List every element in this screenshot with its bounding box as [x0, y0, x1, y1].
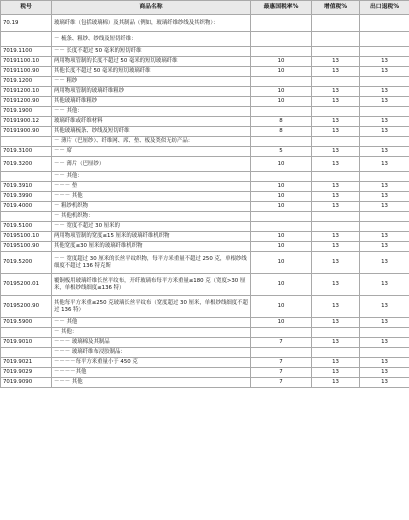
tariff-code: [1, 212, 52, 222]
table-row: [1, 348, 409, 358]
table-row: [1, 242, 409, 252]
tariff-body: [1, 15, 409, 388]
vat-rate: 13: [312, 296, 360, 318]
product-description: －－ 宽度不超过 30 厘米的: [52, 222, 251, 232]
product-description: －－－ 玻璃纤维布浸胶制品：: [52, 348, 251, 358]
vat-rate: 13: [312, 232, 360, 242]
table-row: [1, 67, 409, 77]
product-description: －－－ 玻璃棉及其制品: [52, 338, 251, 348]
export-rebate: [360, 328, 409, 338]
tariff-code: 7019.5900: [1, 318, 52, 328]
mfn-rate: 8: [251, 127, 312, 137]
mfn-rate: 10: [251, 296, 312, 318]
export-rebate: [360, 137, 409, 147]
export-rebate: 13: [360, 192, 409, 202]
export-rebate: [360, 212, 409, 222]
tariff-code: [1, 32, 52, 47]
export-rebate: [360, 172, 409, 182]
tariff-code: 70.19: [1, 15, 52, 32]
tariff-code: 7019.5100: [1, 222, 52, 232]
tariff-code: 70191200.90: [1, 97, 52, 107]
export-rebate: [360, 77, 409, 87]
vat-rate: [312, 15, 360, 32]
mfn-rate: 10: [251, 182, 312, 192]
export-rebate: [360, 47, 409, 57]
table-row: [1, 87, 409, 97]
export-rebate: [360, 348, 409, 358]
tariff-code: 70191100.90: [1, 67, 52, 77]
tariff-code: 7019.1100: [1, 47, 52, 57]
tariff-code: 7019.5200: [1, 252, 52, 274]
table-row: [1, 117, 409, 127]
mfn-rate: 10: [251, 157, 312, 172]
export-rebate: 13: [360, 232, 409, 242]
vat-rate: 13: [312, 318, 360, 328]
table-row: [1, 137, 409, 147]
table-row: [1, 378, 409, 388]
column-header-export-rebate: 出口退税%: [360, 1, 409, 15]
column-header-mfn-rate: 最惠国税率%: [251, 1, 312, 15]
table-row: [1, 222, 409, 232]
export-rebate: 13: [360, 252, 409, 274]
tariff-code: 7019.1200: [1, 77, 52, 87]
product-description: － 梳条、粗纱、纱线及短切纤维：: [52, 32, 251, 47]
table-row: [1, 32, 409, 47]
mfn-rate: 10: [251, 97, 312, 107]
export-rebate: 13: [360, 57, 409, 67]
vat-rate: 13: [312, 252, 360, 274]
table-row: [1, 182, 409, 192]
mfn-rate: 7: [251, 378, 312, 388]
table-row: [1, 57, 409, 67]
mfn-rate: 10: [251, 192, 312, 202]
product-description: 两用物项管制的宽度≤15 厘米的玻璃纤维机织物: [52, 232, 251, 242]
export-rebate: [360, 107, 409, 117]
export-rebate: 13: [360, 274, 409, 296]
vat-rate: [312, 137, 360, 147]
mfn-rate: 7: [251, 358, 312, 368]
vat-rate: 13: [312, 67, 360, 77]
vat-rate: [312, 107, 360, 117]
table-row: [1, 107, 409, 117]
product-description: －－ 长度不超过 50 毫米的短切纤维: [52, 47, 251, 57]
vat-rate: 13: [312, 274, 360, 296]
mfn-rate: 10: [251, 242, 312, 252]
vat-rate: [312, 222, 360, 232]
table-row: [1, 212, 409, 222]
table-row: [1, 127, 409, 137]
table-row: [1, 368, 409, 378]
product-description: － 其他机织物：: [52, 212, 251, 222]
export-rebate: 13: [360, 97, 409, 107]
tariff-code: 7019.9029: [1, 368, 52, 378]
vat-rate: [312, 172, 360, 182]
table-row: [1, 157, 409, 172]
export-rebate: 13: [360, 296, 409, 318]
mfn-rate: [251, 172, 312, 182]
product-description: －－ 薄片（巴厘纱）: [52, 157, 251, 172]
tariff-code: 7019.3200: [1, 157, 52, 172]
product-description: － 薄片（巴厘纱）、纤维网、席、垫、板及类似无纺产品：: [52, 137, 251, 147]
vat-rate: 13: [312, 117, 360, 127]
product-description: 覆铜板用玻璃纤维长丝平纹布，开纤玻璃布每平方米重量≤180 克（宽度>30 厘米，单根纱线细度≤136 特）: [52, 274, 251, 296]
vat-rate: [312, 212, 360, 222]
table-row: [1, 15, 409, 32]
tariff-code: 70195100.10: [1, 232, 52, 242]
mfn-rate: [251, 222, 312, 232]
product-description: － 其他：: [52, 328, 251, 338]
vat-rate: 13: [312, 202, 360, 212]
mfn-rate: 7: [251, 368, 312, 378]
tariff-code: 7019.9021: [1, 358, 52, 368]
mfn-rate: 8: [251, 117, 312, 127]
column-header-code: 税号: [1, 1, 52, 15]
export-rebate: 13: [360, 338, 409, 348]
product-description: －－－ 垫: [52, 182, 251, 192]
table-row: [1, 328, 409, 338]
tariff-code: [1, 137, 52, 147]
product-description: 其他玻璃纤维粗纱: [52, 97, 251, 107]
tariff-code: 7019.9010: [1, 338, 52, 348]
vat-rate: [312, 32, 360, 47]
mfn-rate: [251, 328, 312, 338]
product-description: －－ 其他：: [52, 172, 251, 182]
table-row: [1, 47, 409, 57]
vat-rate: [312, 47, 360, 57]
vat-rate: 13: [312, 242, 360, 252]
table-row: [1, 147, 409, 157]
table-row: [1, 358, 409, 368]
vat-rate: 13: [312, 157, 360, 172]
mfn-rate: 10: [251, 318, 312, 328]
vat-rate: 13: [312, 127, 360, 137]
export-rebate: 13: [360, 182, 409, 192]
product-description: －－ 粗纱: [52, 77, 251, 87]
product-description: －－ 席: [52, 147, 251, 157]
vat-rate: [312, 328, 360, 338]
vat-rate: 13: [312, 358, 360, 368]
mfn-rate: [251, 137, 312, 147]
mfn-rate: 10: [251, 57, 312, 67]
table-row: [1, 252, 409, 274]
table-row: [1, 77, 409, 87]
product-description: 其他宽度≤30 厘米的玻璃纤维机织物: [52, 242, 251, 252]
mfn-rate: [251, 212, 312, 222]
product-description: 玻璃纤维（包括玻璃棉）及其制品（例如，玻璃纤维纱线及其织物）：: [52, 15, 251, 32]
export-rebate: 13: [360, 157, 409, 172]
mfn-rate: [251, 15, 312, 32]
product-description: － 粗纱机织物: [52, 202, 251, 212]
product-description: 其他玻璃梳条、纱线及短切纤维: [52, 127, 251, 137]
export-rebate: [360, 222, 409, 232]
export-rebate: [360, 15, 409, 32]
product-description: 玻璃纤维或纤维材料: [52, 117, 251, 127]
mfn-rate: 10: [251, 274, 312, 296]
tariff-code: [1, 348, 52, 358]
tariff-code: 70191900.12: [1, 117, 52, 127]
vat-rate: 13: [312, 378, 360, 388]
mfn-rate: [251, 47, 312, 57]
vat-rate: [312, 77, 360, 87]
vat-rate: 13: [312, 192, 360, 202]
table-row: [1, 97, 409, 107]
export-rebate: 13: [360, 87, 409, 97]
export-rebate: 13: [360, 147, 409, 157]
vat-rate: 13: [312, 338, 360, 348]
product-description: 两用物项管制的长度不超过 50 毫米的短切玻璃纤维: [52, 57, 251, 67]
product-description: －－ 其他: [52, 318, 251, 328]
mfn-rate: 10: [251, 67, 312, 77]
table-row: [1, 172, 409, 182]
mfn-rate: 10: [251, 87, 312, 97]
tariff-code: 70191200.10: [1, 87, 52, 97]
export-rebate: 13: [360, 127, 409, 137]
mfn-rate: [251, 348, 312, 358]
mfn-rate: 7: [251, 338, 312, 348]
tariff-code: 70191100.10: [1, 57, 52, 67]
vat-rate: [312, 348, 360, 358]
export-rebate: [360, 32, 409, 47]
tariff-code: 7019.4000: [1, 202, 52, 212]
vat-rate: 13: [312, 147, 360, 157]
tariff-code: [1, 172, 52, 182]
table-row: [1, 202, 409, 212]
product-description: －－ 宽度超过 30 厘米的长丝平纹织物，每平方米重量不超过 250 克，单根纱线细度不超过 136 特克斯: [52, 252, 251, 274]
product-description: －－ 其他：: [52, 107, 251, 117]
mfn-rate: [251, 32, 312, 47]
table-row: [1, 192, 409, 202]
vat-rate: 13: [312, 97, 360, 107]
column-header-description: 商品名称: [52, 1, 251, 15]
tariff-code: 70195200.90: [1, 296, 52, 318]
export-rebate: 13: [360, 67, 409, 77]
mfn-rate: [251, 107, 312, 117]
product-description: －－－ 其他: [52, 378, 251, 388]
table-row: [1, 296, 409, 318]
column-header-vat: 增值税%: [312, 1, 360, 15]
export-rebate: 13: [360, 318, 409, 328]
product-description: 其他每平方米重≤250 克玻璃长丝平纹布（宽度超过 30 厘米，单根纱线细度不超过 136 特）: [52, 296, 251, 318]
table-row: [1, 318, 409, 328]
tariff-code: 70195200.01: [1, 274, 52, 296]
export-rebate: 13: [360, 358, 409, 368]
tariff-code: 70195100.90: [1, 242, 52, 252]
product-description: 两用物项管制的玻璃纤维粗纱: [52, 87, 251, 97]
mfn-rate: 5: [251, 147, 312, 157]
table-row: [1, 274, 409, 296]
product-description: －－－－每平方米重量小于 450 克: [52, 358, 251, 368]
export-rebate: 13: [360, 202, 409, 212]
export-rebate: 13: [360, 242, 409, 252]
mfn-rate: 10: [251, 232, 312, 242]
table-row: [1, 338, 409, 348]
product-description: －－－ 其他: [52, 192, 251, 202]
export-rebate: 13: [360, 378, 409, 388]
tariff-code: 7019.3100: [1, 147, 52, 157]
mfn-rate: 10: [251, 202, 312, 212]
tariff-code: 70191900.90: [1, 127, 52, 137]
header-row: [1, 1, 409, 15]
export-rebate: 13: [360, 117, 409, 127]
vat-rate: 13: [312, 182, 360, 192]
product-description: 其他长度不超过 50 毫米的短切玻璃纤维: [52, 67, 251, 77]
export-rebate: 13: [360, 368, 409, 378]
mfn-rate: [251, 77, 312, 87]
mfn-rate: 10: [251, 252, 312, 274]
tariff-code: 7019.9090: [1, 378, 52, 388]
tariff-code: 7019.3990: [1, 192, 52, 202]
tariff-code: 7019.3910: [1, 182, 52, 192]
table-row: [1, 232, 409, 242]
vat-rate: 13: [312, 87, 360, 97]
vat-rate: 13: [312, 368, 360, 378]
product-description: －－－－其他: [52, 368, 251, 378]
vat-rate: 13: [312, 57, 360, 67]
tariff-code: 7019.1900: [1, 107, 52, 117]
tariff-code: [1, 328, 52, 338]
